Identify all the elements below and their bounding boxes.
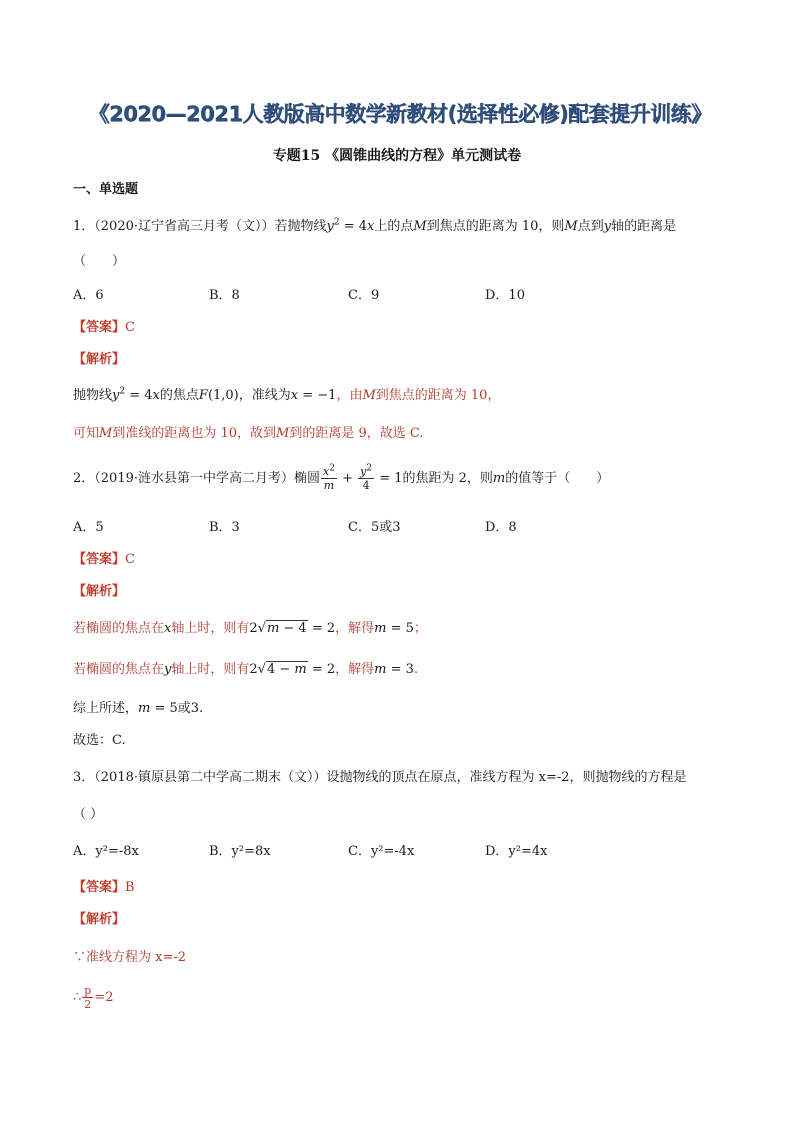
q2-option-b: B．3 <box>209 520 240 535</box>
main-title: 《2020—2021人教版高中数学新教材(选择性必修)配套提升训练》 <box>88 102 712 126</box>
q3-option-b: B．y²=8x <box>209 844 271 859</box>
q3-solution-line-1: ∵准线方程为 x=-2 <box>73 950 187 965</box>
q2-solution-line-1: 若椭圆的焦点在x轴上时，则有2√m − 4 = 2，解得m = 5； <box>73 621 427 636</box>
q1-paren: （ ） <box>73 254 126 269</box>
q2-option-c: C．5或3 <box>348 520 401 535</box>
q2-option-a: A．5 <box>73 520 104 535</box>
sub-title: 专题15 《圆锥曲线的方程》单元测试卷 <box>272 148 522 164</box>
q1-solution-line-1: 抛物线$y^2 = 4x$的焦点F(1,0)，准线为x = −1，由M到焦点的距离为 10， <box>73 386 501 403</box>
q1-stem: 1．（2020·辽宁省高三月考（文））若抛物线$y^2 = 4x$上的点M到焦点的距离为 10，则M点到y轴的距离是 <box>73 217 677 234</box>
q3-paren: （ ） <box>73 807 104 822</box>
section-heading: 一、单选题 <box>73 182 139 197</box>
q1-analysis-label: 【解析】 <box>73 352 126 367</box>
q1-option-a: A．6 <box>73 288 104 303</box>
q2-stem: 2．（2019·涟水县第一中学高二月考）椭圆 $\frac{x^2}{m}$ + $\frac{y^2}{4}$ = 1的焦距为 2，则m的值等于（ ） <box>73 463 610 492</box>
q3-option-c: C．y²=-4x <box>348 844 415 859</box>
q1-option-c: C．9 <box>348 288 380 303</box>
q2-solution-line-4: 故选：C. <box>73 733 126 748</box>
q3-solution-line-2: ∴ $\frac{p}{2}$ =2 <box>73 984 114 1011</box>
q2-analysis-label: 【解析】 <box>73 584 126 599</box>
q2-solution-line-2: 若椭圆的焦点在y轴上时，则有2√4 − m = 2，解得m = 3. <box>73 662 419 677</box>
q1-option-b: B．8 <box>209 288 240 303</box>
q3-analysis-label: 【解析】 <box>73 912 126 927</box>
q3-option-d: D．y²=4x <box>485 844 548 859</box>
q1-option-d: D．10 <box>485 288 525 303</box>
q2-answer: 【答案】C <box>73 552 135 567</box>
q2-solution-line-3: 综上所述，m = 5或3. <box>73 701 204 716</box>
q2-option-d: D．8 <box>485 520 517 535</box>
q3-option-a: A．y²=-8x <box>73 844 139 859</box>
q3-answer: 【答案】B <box>73 880 135 895</box>
q3-stem: 3．（2018·镇原县第二中学高二期末（文））设抛物线的顶点在原点，准线方程为 x=-2，则抛物线的方程是 <box>73 770 687 785</box>
q1-solution-line-2: 可知M到准线的距离也为 10，故到M到的距离是 9，故选 C. <box>73 426 424 441</box>
q1-answer: 【答案】C <box>73 320 135 335</box>
